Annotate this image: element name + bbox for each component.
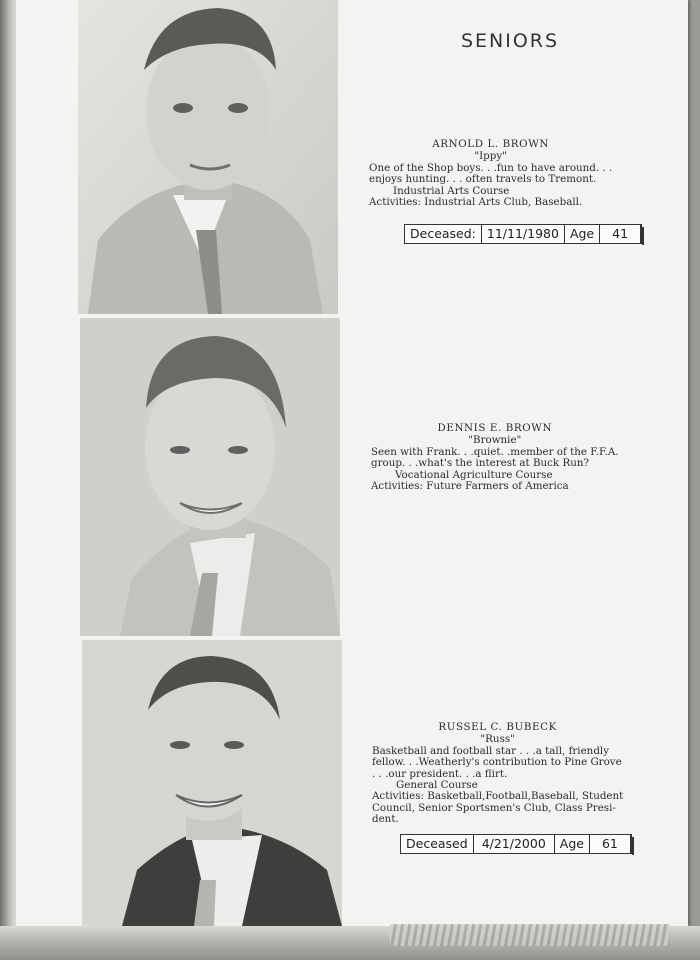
senior-nickname: "Ippy" bbox=[474, 150, 507, 163]
senior-nickname: "Brownie" bbox=[468, 434, 522, 447]
senior-activities: Activities: Future Farmers of America bbox=[371, 480, 569, 493]
senior-entry-arnold-brown bbox=[369, 139, 612, 208]
senior-entry-russel-bubeck bbox=[372, 722, 623, 826]
senior-name: ARNOLD L. BROWN bbox=[432, 138, 549, 150]
senior-activities: Council, Senior Sportsmen's Club, Class Presi- bbox=[372, 801, 616, 814]
deceased-label: Deceased: bbox=[405, 225, 482, 243]
deceased-stamp-russel-bubeck bbox=[400, 834, 632, 854]
senior-activities: Activities: Basketball,Football,Baseball, Student bbox=[372, 790, 624, 803]
senior-course: Industrial Arts Course bbox=[393, 184, 510, 197]
senior-description-line: Basketball and football star . . .a tall, friendly bbox=[372, 744, 610, 757]
age-value: 61 bbox=[590, 835, 631, 853]
senior-name: RUSSEL C. BUBECK bbox=[438, 721, 557, 733]
page-title: SENIORS bbox=[460, 30, 560, 52]
senior-activities: dent. bbox=[372, 813, 399, 826]
portrait-dennis-brown bbox=[80, 318, 340, 636]
senior-course: General Course bbox=[396, 779, 478, 792]
senior-nickname: "Russ" bbox=[480, 733, 515, 746]
deceased-date: 11/11/1980 bbox=[482, 225, 565, 243]
page-edge-pattern bbox=[390, 924, 670, 946]
senior-description-line: enjoys hunting. . . often travels to Tremont. bbox=[369, 173, 597, 186]
senior-description-line: Seen with Frank. . .quiet. .member of the F.F.A. bbox=[371, 445, 619, 458]
senior-entry-dennis-brown bbox=[371, 423, 619, 492]
senior-name: DENNIS E. BROWN bbox=[437, 422, 553, 434]
deceased-date: 4/21/2000 bbox=[474, 835, 555, 853]
senior-description-line: group. . .what's the interest at Buck Run? bbox=[371, 457, 589, 470]
age-value: 41 bbox=[600, 225, 641, 243]
senior-course: Vocational Agriculture Course bbox=[395, 468, 553, 481]
age-label: Age bbox=[555, 835, 590, 853]
senior-activities: Activities: Industrial Arts Club, Baseball. bbox=[369, 196, 583, 209]
deceased-stamp-arnold-brown bbox=[404, 224, 642, 244]
senior-description-line: . . .our president. . .a flirt. bbox=[372, 767, 508, 780]
age-label: Age bbox=[565, 225, 600, 243]
deceased-label: Deceased bbox=[401, 835, 474, 853]
portrait-arnold-brown bbox=[78, 0, 338, 314]
portrait-russel-bubeck bbox=[82, 640, 342, 926]
senior-description-line: One of the Shop boys. . .fun to have around. . . bbox=[369, 161, 613, 174]
senior-description-line: fellow. . .Weatherly's contribution to Pine Grove bbox=[372, 756, 622, 769]
